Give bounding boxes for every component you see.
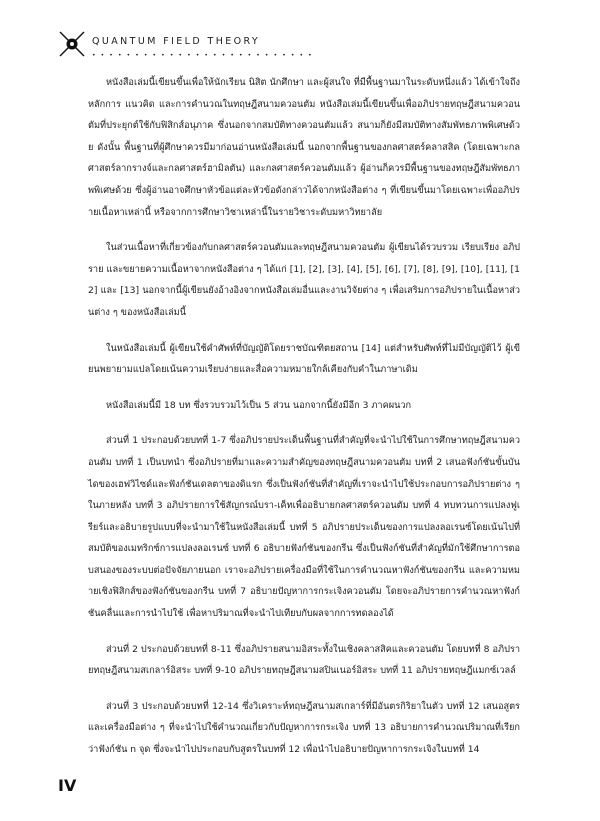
body-text [88, 72, 520, 775]
paragraph-terminology: ในหนังสือเล่มนี้ ผู้เขียนใช้คำศัพท์ที่บัญญัติโดยราชบัณฑิตยสถาน [14] แต่สำหรับศัพท์ที่ไม่มีบัญญัติไว้ ผู้เขียนพยายามแปลโดยเน้นความเรียบง่ายและสื่อความหมายใกล้เคียงกับคำในภาษาเดิม [88, 342, 520, 376]
page-number: IV [58, 776, 77, 795]
running-header [58, 30, 558, 62]
series-title: QUANTUM FIELD THEORY [92, 36, 261, 47]
dotted-rule: • • • • • • • • • • • • • • • • • • • • • • • • • • [92, 52, 314, 59]
quantum-logo-icon [58, 30, 86, 58]
paragraph-intro: หนังสือเล่มนี้เขียนขึ้นเพื่อให้นักเรียน นิสิต นักศึกษา และผู้สนใจ ที่มีพื้นฐานมาในระดับหนึ่งแล้ว ได้เข้าใจถึงหลักการ แนวคิด และการคำนวณในทฤษฎีสนามควอนตัม หนังสือเล่มนี้เขียนขึ้นเพื่ออภิปรายทฤษฎีสนามควอนตัมที่ประยุกต์ใช้กับฟิสิกส์อนุภาค ซึ่งนอกจากสมบัติทางควอนตัมแล้ว สนามก็ยังมีสมบัติทางสัมพัทธภาพพิเศษด้วย ดังนั้น พื้นฐานที่ผู้ศึกษาควรมีมาก่อนอ่านหนังสือเล่มนี้ นอกจากพื้นฐานของกลศาสตร์คลาสสิค (โดยเฉพาะกลศาสตร์ลากรางจ์และกลศาสตร์ฮามิลตัน) และกลศาสตร์ควอนตัมแล้ว ผู้อ่านก็ควรมีพื้นฐานของทฤษฎีสัมพัทธภาพพิเศษด้วย ซึ่งผู้อ่านอาจศึกษาหัวข้อแต่ละหัวข้อดังกล่าวได้จากหนังสือต่าง ๆ ที่เขียนขึ้นมาโดยเฉพาะเพื่ออภิปรายเนื้อหาเหล่านี้ หรือจากการศึกษาวิชาเหล่านี้ในรายวิชาระดับมหาวิทยาลัย [88, 77, 520, 218]
paragraph-structure: หนังสือเล่มนี้มี 18 บท ซึ่งรวบรวมไว้เป็น 5 ส่วน นอกจากนี้ยังมีอีก 3 ภาคผนวก [106, 399, 412, 411]
paragraph-part-2: ส่วนที่ 2 ประกอบด้วยบทที่ 8-11 ซึ่งอภิปรายสนามอิสระทั้งในเชิงคลาสสิคและควอนตัม โดยบทที่ 8 อภิปรายทฤษฎีสนามสเกลาร์อิสระ บทที่ 9-10 อภิปรายทฤษฎีสนามสปินเนอร์อิสระ บทที่ 11 อภิปรายทฤษฎีแมกซ์เวลล์ [88, 643, 520, 677]
paragraph-sources: ในส่วนเนื้อหาที่เกี่ยวข้องกับกลศาสตร์ควอนตัมและทฤษฎีสนามควอนตัม ผู้เขียนได้รวบรวม เรียบเรียง อภิปราย และขยายความเนื้อหาจากหนังสือต่าง ๆ ได้แก่ [1], [2], [3], [4], [5], [6], [7], [8], [9], [10], [11], [12] และ [13] นอกจากนี้ผู้เขียนยังอ้างอิงจากหนังสือเล่มอื่นและงานวิจัยต่าง ๆ เพื่อเสริมการอภิปรายในเนื้อหาส่วนต่าง ๆ ของหนังสือเล่มนี้ [88, 242, 520, 318]
paragraph-part-3: ส่วนที่ 3 ประกอบด้วยบทที่ 12-14 ซึ่งวิเคราะห์ทฤษฎีสนามสเกลาร์ที่มีอันตรกิริยาในตัว บทที่ 12 เสนอสูตรและเครื่องมือต่าง ๆ ที่จะนำไปใช้คำนวณเกี่ยวกับปัญหาการกระเจิง บทที่ 13 อธิบายการคำนวณปริมาณที่เรียกว่าฟังก์ชัน n จุด ซึ่งจะนำไปประกอบกับสูตรในบทที่ 12 เพื่อนำไปอธิบายปัญหาการกระเจิงในบทที่ 14 [88, 700, 520, 756]
paragraph-part-1: ส่วนที่ 1 ประกอบด้วยบทที่ 1-7 ซึ่งอภิปรายประเด็นพื้นฐานที่สำคัญที่จะนำไปใช้ในการศึกษาทฤษฎีสนามควอนตัม บทที่ 1 เป็นบทนำ ซึ่งอภิปรายที่มาและความสำคัญของทฤษฎีสนามควอนตัม บทที่ 2 เสนอฟังก์ชันขั้นบันไดของเฮฟวิไซด์และฟังก์ชันเดลตาของดิแรก ซึ่งเป็นฟังก์ชันที่สำคัญที่เราจะนำไปใช้ประกอบการอภิปรายต่าง ๆ ในภายหลัง บทที่ 3 อภิปรายการใช้สัญกรณ์บรา-เค็ทเพื่ออธิบายกลศาสตร์ควอนตัม บทที่ 4 ทบทวนการแปลงฟูเรียร์และอธิบายรูปแบบที่จะนำมาใช้ในหนังสือเล่มนี้ บทที่ 5 อภิปรายประเด็นของการแปลงลอเรนซ์โดยเน้นไปที่สมบัติของเมทริกซ์การแปลงลอเรนซ์ บทที่ 6 อธิบายฟังก์ชันของกรีน ซึ่งเป็นฟังก์ชันที่สำคัญที่มักใช้ศึกษาการตอบสนองของระบบต่อปัจจัยภายนอก เราจะอภิปรายเครื่องมือที่ใช้ในการคำนวณหาฟังก์ชันของกรีน และความหมายเชิงฟิสิกส์ของฟังก์ชันของกรีน บทที่ 7 อธิบายปัญหาการกระเจิงควอนตัม โดยจะอภิปรายการคำนวณหาฟังก์ชันคลื่นและการนำไปใช้ เพื่อหาปริมาณที่จะนำไปเทียบกับผลจากการทดลองได้ [88, 435, 520, 620]
